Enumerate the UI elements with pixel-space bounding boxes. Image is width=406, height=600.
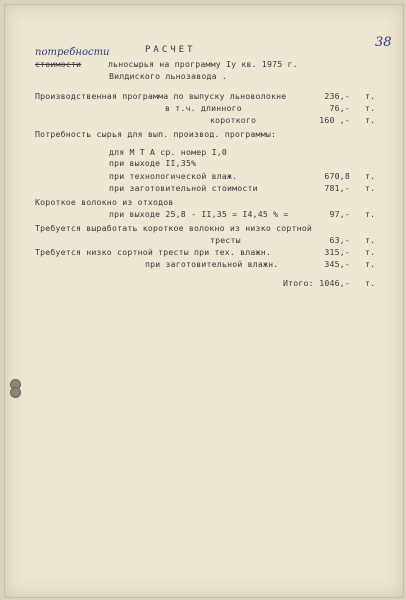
- total-label: Итого:: [283, 278, 314, 288]
- row-label: при технологической влаж.: [109, 171, 238, 181]
- row-unit: т.: [365, 209, 376, 219]
- row-label: короткого: [210, 115, 257, 125]
- row-unit: т.: [365, 259, 376, 269]
- struck-word: стоимости: [35, 59, 82, 69]
- row-label: при выходе II,35%: [109, 158, 197, 168]
- row-value: 781,-: [324, 183, 350, 193]
- heading-line-3: Вилдиского льнозавода .: [109, 71, 227, 81]
- row-value: 315,-: [324, 247, 350, 257]
- row-unit: т.: [365, 103, 376, 113]
- row-value: 97,-: [329, 209, 350, 219]
- row-label: при заготовительной влажн.: [145, 259, 279, 269]
- row-unit: т.: [365, 171, 376, 181]
- row-unit: т.: [365, 235, 376, 245]
- row-label: Производственная программа по выпуску льноволокне: [35, 91, 287, 101]
- row-label: Требуется выработать короткое волокно из низко сортной: [35, 223, 312, 233]
- heading-line-2: льносырья на программу Iу кв. 1975 г.: [108, 59, 298, 69]
- row-unit: т.: [365, 91, 376, 101]
- total-value: 1046,-: [319, 278, 350, 288]
- handwritten-insert: потребности: [35, 47, 110, 58]
- row-label: при выходе 25,8 - II,35 = I4,45 % =: [109, 209, 289, 219]
- row-unit: т.: [365, 247, 376, 257]
- row-value: 345,-: [324, 259, 350, 269]
- row-value: 236,-: [324, 91, 350, 101]
- document-page: [4, 4, 404, 598]
- row-label: тресты: [210, 235, 241, 245]
- row-value: 670,8: [324, 171, 350, 181]
- page-number: 38: [375, 35, 392, 50]
- row-label: Требуется низко сортной тресты при тех. влажн.: [35, 247, 271, 257]
- row-label: при заготовительной стоимости: [109, 183, 258, 193]
- row-unit: т.: [365, 183, 376, 193]
- binder-hole: [10, 387, 21, 398]
- document-title: РАСЧЕТ: [145, 45, 196, 55]
- row-label: Потребность сырья для вып. производ. программы:: [35, 129, 277, 139]
- row-value: 63,-: [329, 235, 350, 245]
- row-label: для М Т А ср. номер I,0: [109, 147, 227, 157]
- total-unit: т.: [365, 278, 376, 288]
- row-unit: т.: [365, 115, 376, 125]
- row-value: 76,-: [329, 103, 350, 113]
- row-label: в т.ч. длинного: [165, 103, 242, 113]
- row-value: 160 ,-: [319, 115, 350, 125]
- row-label: Короткое волокно из отходов: [35, 197, 174, 207]
